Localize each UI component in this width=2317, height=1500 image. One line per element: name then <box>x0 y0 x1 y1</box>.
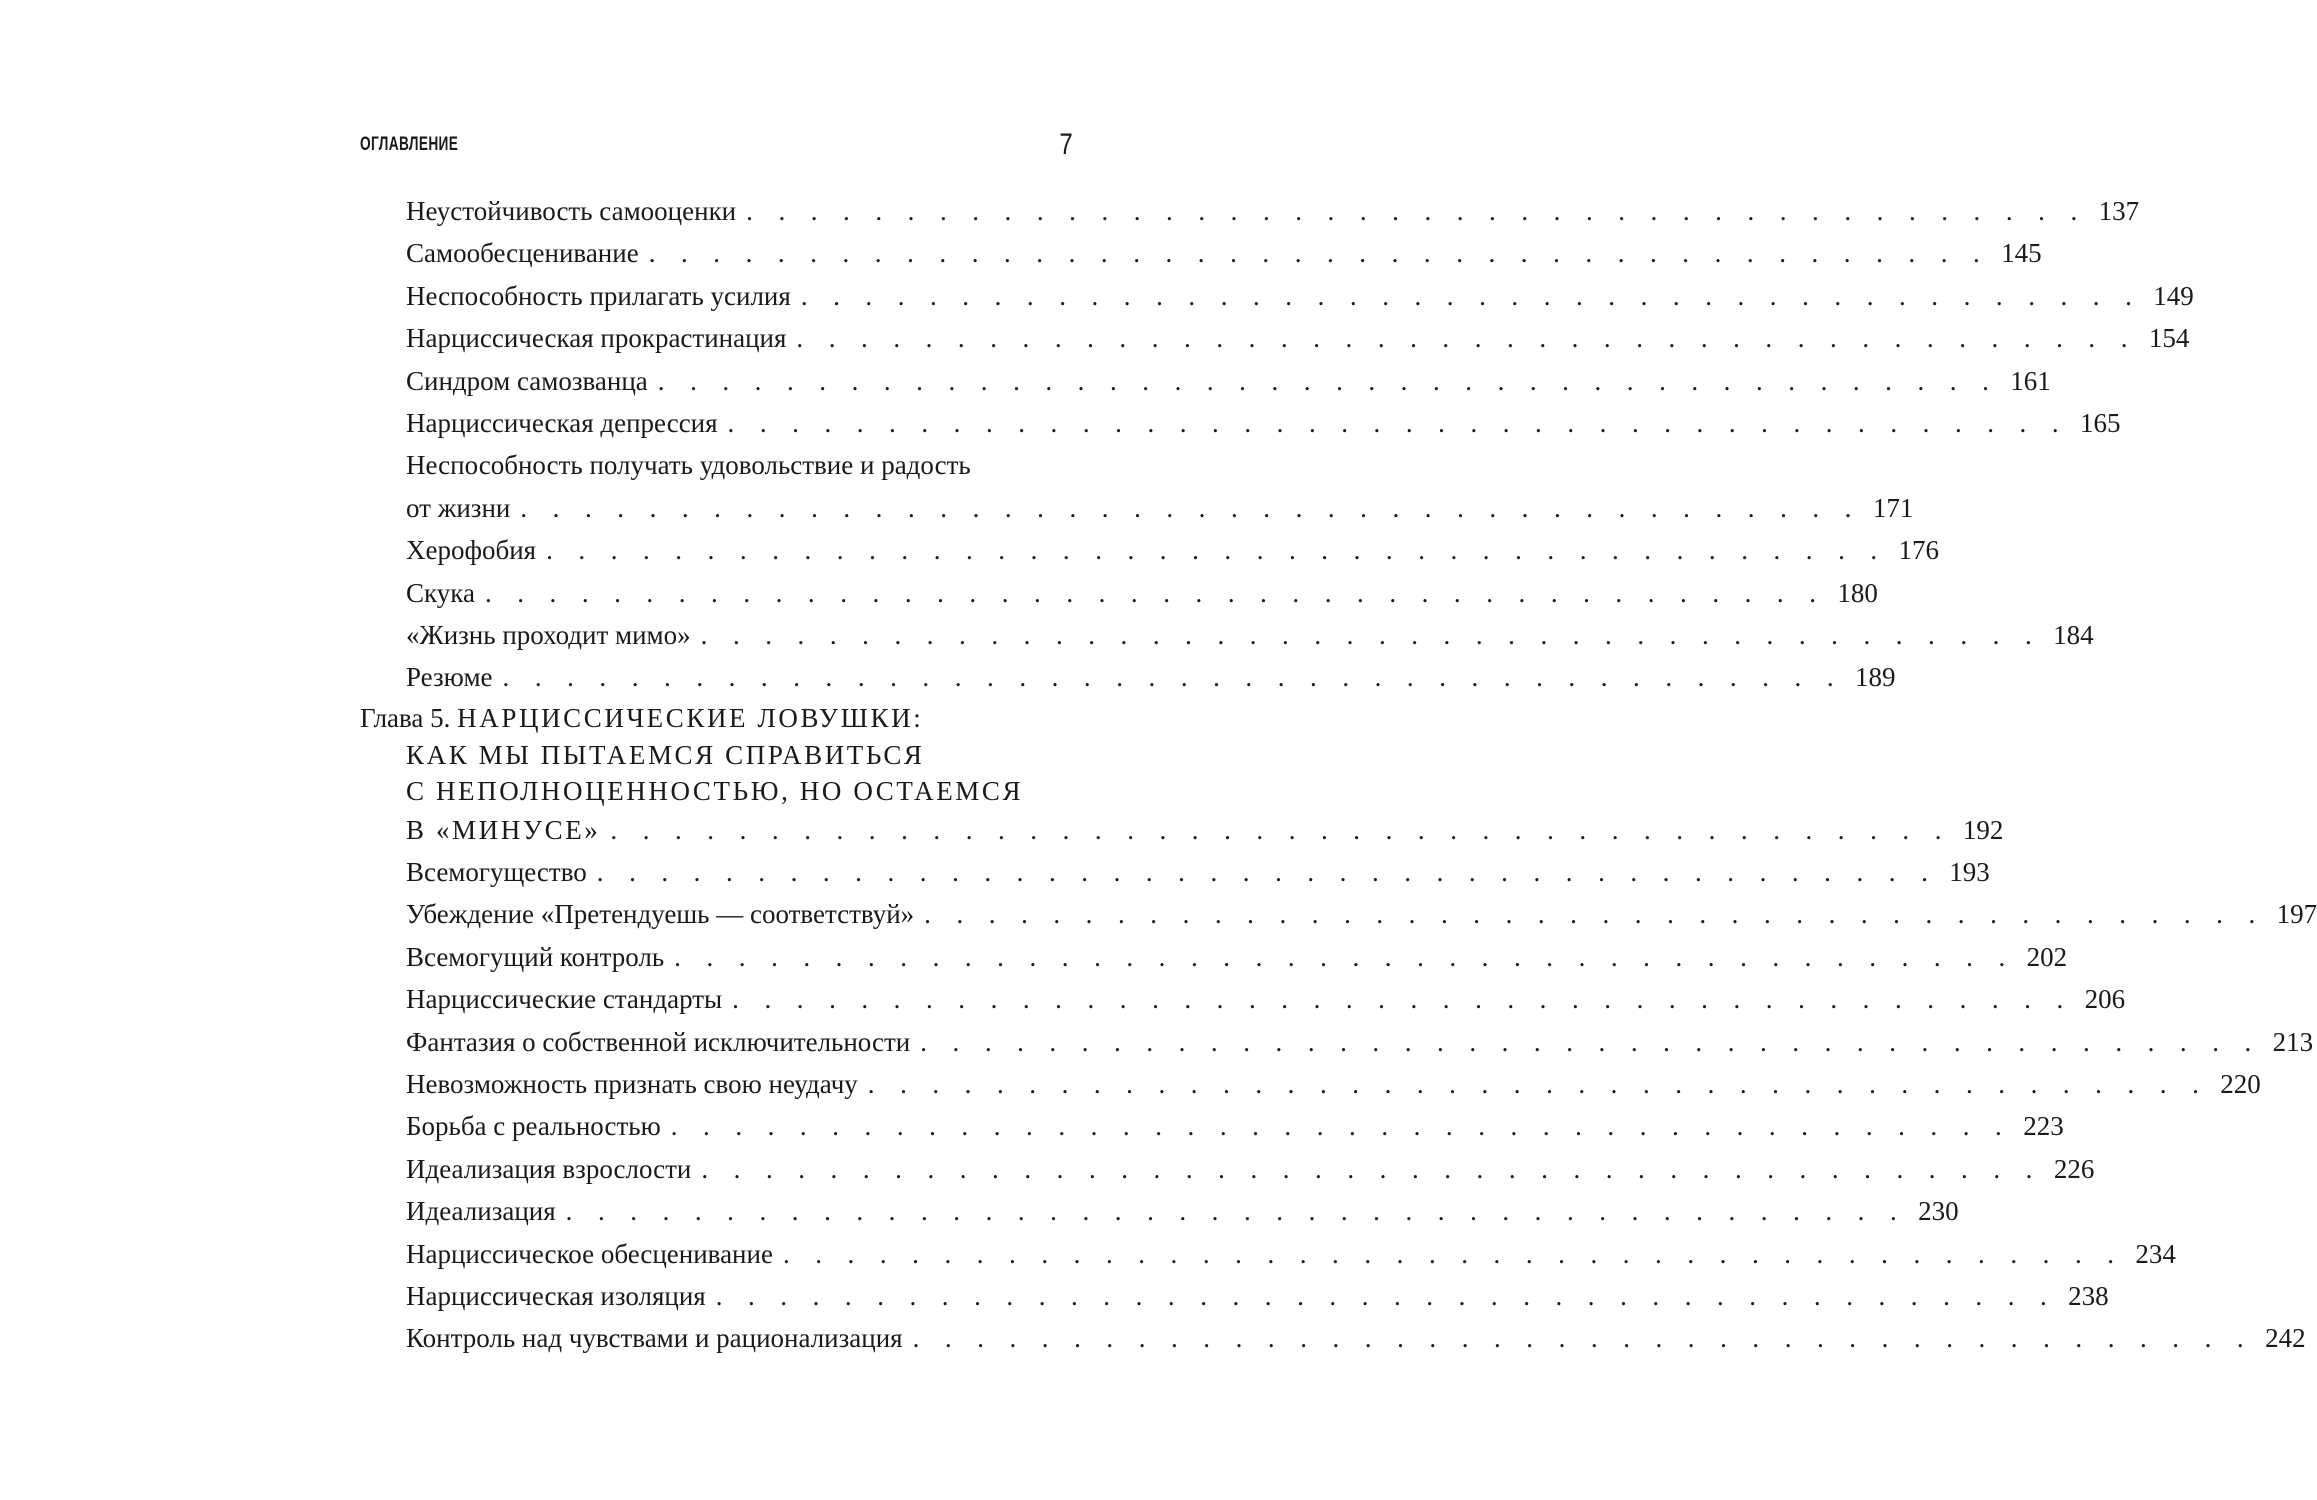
toc-entry-title: Нарциссическая прокрастинация <box>406 317 796 359</box>
toc-entry-page: 180 <box>1837 577 1878 608</box>
toc-entry-page: 223 <box>2023 1111 2064 1142</box>
dot-leader: . . . . . . . . . . . . . . . . . . . . . . . . . . . . . . . . . . . . . . . . . . <box>546 535 1887 566</box>
toc-entry[interactable] <box>360 614 2094 656</box>
toc-entry[interactable] <box>360 402 2121 444</box>
toc-entry[interactable] <box>360 978 2126 1020</box>
toc-entry[interactable] <box>360 190 2140 232</box>
toc-entry[interactable] <box>360 656 1896 698</box>
chapter-heading-line1 <box>360 699 1073 737</box>
toc-entry[interactable] <box>360 572 1878 614</box>
toc-entry-page: 154 <box>2148 323 2190 354</box>
toc-entry[interactable] <box>360 275 2194 317</box>
toc-entry-title: Нарциссическое обесценивание <box>406 1233 783 1275</box>
dot-leader: . . . . . . . . . . . . . . . . . . . . . . . . . . . . . . . . . . . . . . . . . . <box>746 196 2087 226</box>
toc-entry-page: 242 <box>2265 1323 2306 1354</box>
toc-entry[interactable] <box>360 936 2068 978</box>
toc-entry[interactable] <box>360 1148 2095 1190</box>
dot-leader: . . . . . . . . . . . . . . . . . . . . . . . . . . . . . . . . . . . . . . . . . . <box>800 280 2142 311</box>
toc-entry[interactable] <box>360 1021 2314 1063</box>
dot-leader: . . . . . . . . . . . . . . . . . . . . . . . . . . . . . . . . . . . . . . . . . . <box>796 323 2137 354</box>
toc-entry[interactable] <box>360 851 1990 893</box>
page-header <box>360 128 1073 168</box>
toc-entry-page: 202 <box>2026 941 2068 972</box>
toc-entry[interactable] <box>360 1233 2176 1275</box>
chapter-title-line4-text: В «МИНУСЕ» <box>406 809 610 851</box>
toc-entry-page: 213 <box>2272 1026 2314 1057</box>
dot-leader: . . . . . . . . . . . . . . . . . . . . . . . . . . . . . . . . . . . . . . . . . . <box>670 1111 2012 1142</box>
dot-leader: . . . . . . . . . . . . . . . . . . . . . . . . . . . . . . . . . . . . . . . . . . <box>484 577 1826 608</box>
toc-entry-title: Фантазия о собственной исключительности <box>406 1021 920 1063</box>
toc-section-bottom <box>360 851 2317 1360</box>
toc-entry[interactable] <box>360 317 2190 359</box>
dot-leader: . . . . . . . . . . . . . . . . . . . . . . . . . . . . . . . . . . . . . . . . . . <box>648 238 1990 269</box>
toc-entry-page: 206 <box>2084 984 2126 1015</box>
dot-leader: . . . . . . . . . . . . . . . . . . . . . . . . . . . . . . . . . . . . . . . . . . <box>715 1280 2057 1311</box>
toc-entry-title: Убеждение «Претендуешь — соответствуй» <box>406 893 924 935</box>
toc-entry-title: Нарциссическая депрессия <box>406 402 728 444</box>
toc-entry-page: 161 <box>2010 365 2051 396</box>
toc-entry-title: Борьба с реальностью <box>406 1105 671 1147</box>
toc-entry[interactable] <box>360 1190 1959 1232</box>
toc-entry-title: «Жизнь проходит мимо» <box>406 614 701 656</box>
dot-leader: . . . . . . . . . . . . . . . . . . . . . . . . . . . . . . . . . . . . . . . . . . <box>727 407 2068 438</box>
toc-entry-page: 176 <box>1898 535 1940 566</box>
chapter-title-line1: НАРЦИССИЧЕСКИЕ ЛОВУШКИ: <box>457 702 924 733</box>
toc-entry-page: 234 <box>2135 1238 2176 1269</box>
toc-entry-title: Неустойчивость самооценки <box>406 190 746 232</box>
dot-leader: . . . . . . . . . . . . . . . . . . . . . . . . . . . . . . . . . . . . . . . . . . <box>732 984 2073 1015</box>
toc-entry-title: Херофобия <box>406 529 546 571</box>
toc-entry-title: Всемогущий контроль <box>406 936 674 978</box>
toc-entry[interactable] <box>360 1105 2064 1147</box>
toc-section-top <box>360 190 2194 444</box>
toc-entry[interactable] <box>360 1275 2109 1317</box>
dot-leader: . . . . . . . . . . . . . . . . . . . . . . . . . . . . . . . . . . . . . . . . . . <box>674 941 2015 972</box>
toc-entry-page: 137 <box>2098 196 2140 226</box>
dot-leader: . . . . . . . . . . . . . . . . . . . . . . . . . . . . . . . . . . . . . . . . . . <box>867 1069 2209 1100</box>
toc-entry[interactable] <box>360 529 1940 571</box>
dot-leader: . . . . . . . . . . . . . . . . . . . . . . . . . . . . . . . . . . . . . . . . . . <box>920 1026 2261 1057</box>
toc-entry-title: Невозможность признать свою неудачу <box>406 1063 868 1105</box>
toc-entry-wrapped-line2[interactable] <box>360 487 1914 529</box>
dot-leader: . . . . . . . . . . . . . . . . . . . . . . . . . . . . . . . . . . . . . . . . . . <box>700 619 2042 650</box>
dot-leader: . . . . . . . . . . . . . . . . . . . . . . . . . . . . . . . . . . . . . . . . . . <box>502 662 1843 693</box>
toc-entry-page: 165 <box>2080 407 2121 438</box>
toc-entry[interactable] <box>360 893 2317 935</box>
toc-entry-title: от жизни <box>406 487 520 529</box>
dot-leader: . . . . . . . . . . . . . . . . . . . . . . . . . . . . . . . . . . . . . . . . . . <box>701 1153 2042 1184</box>
toc-entry-page: 184 <box>2053 619 2094 650</box>
toc-entry-title: Скука <box>406 572 485 614</box>
dot-leader: . . . . . . . . . . . . . . . . . . . . . . . . . . . . . . . . . . . . . . . . . . <box>657 365 1999 396</box>
dot-leader: . . . . . . . . . . . . . . . . . . . . . . . . . . . . . . . . . . . . . . . . . . <box>782 1238 2124 1269</box>
toc-entry-page: 171 <box>1872 492 1914 523</box>
toc-entry[interactable] <box>360 1317 2306 1359</box>
dot-leader: . . . . . . . . . . . . . . . . . . . . . . . . . . . . . . . . . . . . . . . . . . <box>565 1196 1907 1227</box>
toc-entry-page: 145 <box>2001 238 2042 269</box>
chapter-heading[interactable] <box>360 699 2004 851</box>
dot-leader: . . . . . . . . . . . . . . . . . . . . . . . . . . . . . . . . . . . . . . . . . . <box>924 899 2265 930</box>
toc-entry-title: Контроль над чувствами и рационализация <box>406 1317 913 1359</box>
toc-section-mid <box>360 529 2094 699</box>
toc-entry-title: Нарциссические стандарты <box>406 978 732 1020</box>
dot-leader: . . . . . . . . . . . . . . . . . . . . . . . . . . . . . . . . . . . . . . . . . . <box>912 1323 2254 1354</box>
page-number: 7 <box>1059 128 1073 161</box>
toc-entry-page: 238 <box>2068 1280 2109 1311</box>
toc-entry-title: Идеализация взрослости <box>406 1148 701 1190</box>
toc-entry-page: 193 <box>1949 857 1990 888</box>
toc-entry-title: Самообесценивание <box>406 232 649 274</box>
toc-entry-page: 226 <box>2053 1153 2095 1184</box>
toc-entry-page: 220 <box>2220 1069 2261 1100</box>
toc-entry-title: Идеализация <box>406 1190 566 1232</box>
toc-entry-title: Нарциссическая изоляция <box>406 1275 716 1317</box>
chapter-title-line4 <box>360 809 2004 851</box>
chapter-prefix: Глава 5. <box>360 702 451 733</box>
chapter-page: 192 <box>1962 814 2004 845</box>
toc-entry-title: Неспособность получать удовольствие и радость <box>406 450 971 481</box>
toc-entry-title: Всемогущество <box>406 851 597 893</box>
toc-entry[interactable] <box>360 1063 2261 1105</box>
toc-entry-title: Синдром самозванца <box>406 360 658 402</box>
toc-entry[interactable] <box>360 360 2051 402</box>
toc-entry-page: 149 <box>2153 280 2194 311</box>
toc-entry-page: 189 <box>1854 662 1896 693</box>
chapter-title-line2: КАК МЫ ПЫТАЕМСЯ СПРАВИТЬСЯ <box>406 739 925 770</box>
toc-entry[interactable] <box>360 232 2042 274</box>
running-head: ОГЛАВЛЕНИЕ <box>360 134 459 155</box>
toc-entry-title: Резюме <box>406 656 503 698</box>
table-of-contents <box>360 190 2317 1360</box>
dot-leader: . . . . . . . . . . . . . . . . . . . . . . . . . . . . . . . . . . . . . . . . . . <box>520 492 1861 523</box>
toc-entry-page: 197 <box>2276 899 2317 930</box>
toc-entry-title: Неспособность прилагать усилия <box>406 275 801 317</box>
toc-entry-wrapped-line1[interactable] <box>360 444 1073 486</box>
dot-leader: . . . . . . . . . . . . . . . . . . . . . . . . . . . . . . . . . . . . . . . . . . <box>596 857 1938 888</box>
chapter-title-line3: С НЕПОЛНОЦЕННОСТЬЮ, НО ОСТАЕМСЯ <box>406 775 1024 806</box>
toc-entry-page: 230 <box>1918 1196 1959 1227</box>
dot-leader: . . . . . . . . . . . . . . . . . . . . . . . . . . . . . . . . . . . . . . . . . . <box>610 814 1951 845</box>
